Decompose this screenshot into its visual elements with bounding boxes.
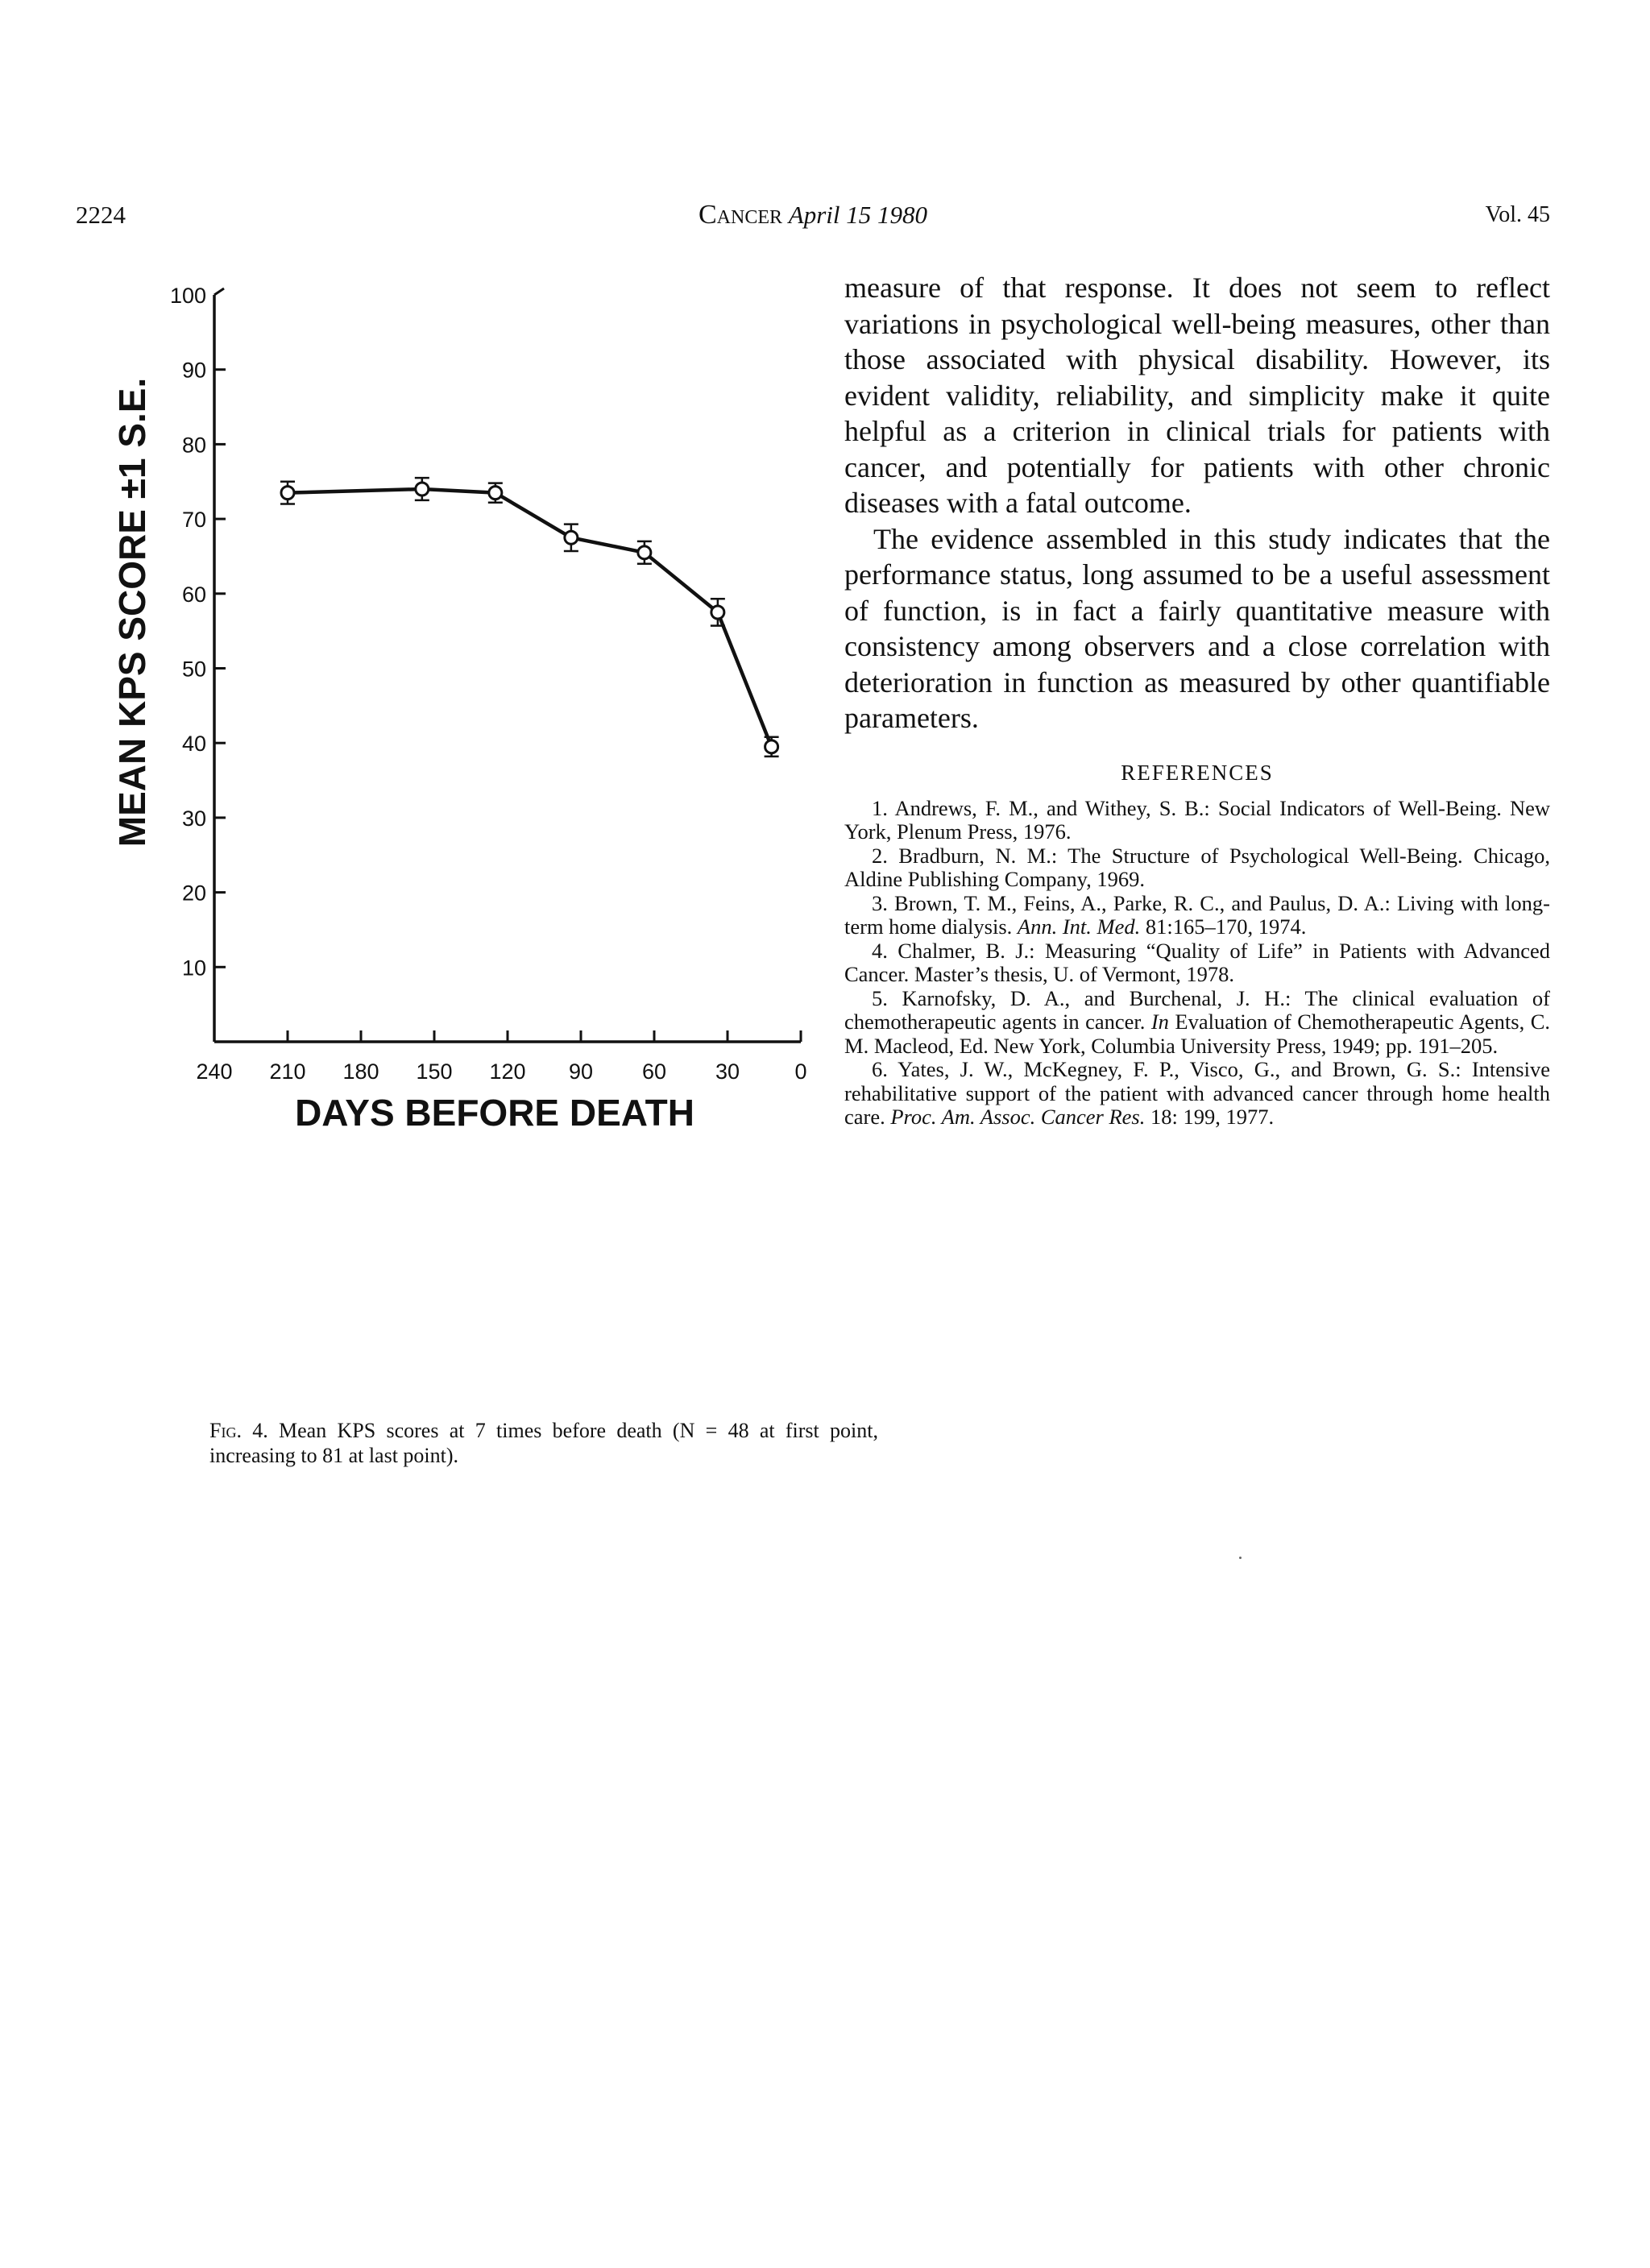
data-point [765,740,778,753]
figure-caption [209,1418,878,1468]
reference-item: 6. Yates, J. W., McKegney, F. P., Visco, G., and Brown, G. S.: Intensive rehabilitative support of the patient with advanced cancer through home health care. Proc. Am. Assoc. Cancer Res. 18: 199, 1977. [844,1057,1550,1129]
reference-item: 5. Karnofsky, D. A., and Burchenal, J. H.: The clinical evaluation of chemotherapeutic agents in cancer. In Evaluation of Chemotherapeutic Agents, C. M. Macleod, Ed. New York, Columbia University Press, 1949; pp. 191–205. [844,985,1550,1058]
data-point [281,487,294,500]
scan-speck [1239,1557,1242,1559]
y-tick-label: 60 [181,582,206,607]
figure-label: Fig. 4. [209,1419,268,1442]
kps-line-chart [76,266,817,1152]
x-axis-title: DAYS BEFORE DEATH [295,1092,694,1134]
x-tick-label: 90 [568,1059,594,1084]
reference-item: 4. Chalmer, B. J.: Measuring “Quality of Life” in Patients with Advanced Cancer. Master’s thesis, U. of Vermont, 1978. [844,938,1550,986]
data-point [489,487,502,500]
figure-4 [76,266,878,1467]
running-head [76,197,1550,234]
x-tick-label: 0 [794,1059,807,1084]
y-tick-label: 10 [181,956,206,981]
reference-item: 1. Andrews, F. M., and Withey, S. B.: Social Indicators of Well-Being. New York, Plenum Press, 1976. [844,795,1550,844]
y-tick-label: 30 [181,806,206,831]
x-tick-label: 210 [269,1059,306,1084]
page-number: 2224 [76,201,126,229]
y-tick-label: 100 [169,284,206,308]
x-tick-label: 150 [416,1059,453,1084]
data-point [711,606,724,619]
reference-item: 3. Brown, T. M., Feins, A., Parke, R. C., and Paulus, D. A.: Living with long-term home dialysis. Ann. Int. Med. 81:165–170, 1974. [844,890,1550,939]
references-list [844,797,1550,1130]
y-tick-label: 40 [181,732,206,757]
y-tick-label: 70 [181,508,206,533]
y-axis-title: MEAN KPS SCORE ±1 S.E. [111,377,153,848]
journal-line [76,197,1550,234]
data-point [565,531,578,544]
y-tick-label: 20 [181,881,206,906]
y-tick-label: 80 [181,433,206,458]
y-tick-label: 50 [181,657,206,682]
data-point [638,546,651,559]
volume: Vol. 45 [1485,202,1550,227]
series-line [288,489,772,747]
reference-item: 2. Bradburn, N. M.: The Structure of Psychological Well-Being. Chicago, Aldine Publishing Company, 1969. [844,843,1550,891]
references-heading: REFERENCES [1121,760,1274,785]
journal-name: Cancer [698,200,783,230]
y-axis-cap [214,288,224,295]
figure-caption-text: Mean KPS scores at 7 times before death (N = 48 at first point, increasing to 81 at last point). [209,1419,878,1467]
x-tick-label: 30 [715,1059,740,1084]
x-tick-label: 120 [489,1059,526,1084]
body-paragraph-2: The evidence assembled in this study indicates that the performance status, long assumed to be a useful assessment of function, is in fact a fairly quantitative measure with consistency among observers and a close correlation with deterioration in function as measured by other quantifiable parameters. [844,522,1550,734]
x-tick-label: 60 [641,1059,667,1084]
y-tick-label: 90 [181,358,206,383]
right-column [844,270,1550,1130]
body-paragraph-1: measure of that response. It does not seem to reflect variations in psychological well-being measures, other than those associated with physical disability. However, its evident validity, reliability, and simplicity make it quite helpful as a criterion in clinical trials for patients with cancer, and potentially for patients with other chronic diseases with a fatal outcome. [844,272,1550,519]
x-tick-label: 240 [196,1059,233,1084]
issue-date: April 15 1980 [788,201,927,229]
x-tick-label: 180 [342,1059,379,1084]
data-point [416,483,429,495]
